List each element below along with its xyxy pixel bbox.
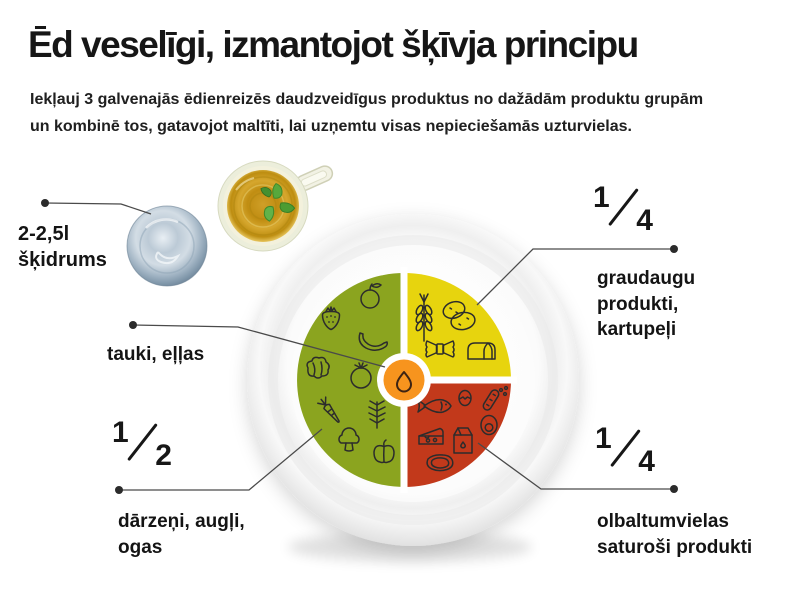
fraction-slash: [608, 188, 638, 226]
fraction-numerator: 1: [593, 181, 610, 214]
fraction-denominator: 2: [155, 439, 172, 472]
fraction-grains: [593, 183, 653, 236]
fraction-denominator: 4: [638, 445, 655, 478]
fraction-denominator: 4: [636, 204, 653, 237]
label-proteins: olbaltumvielas saturoši produkti: [597, 511, 753, 558]
label-grains: graudaugu produkti, kartupeļi: [597, 268, 696, 341]
fraction-slash: [127, 423, 157, 461]
label-liquid: 2-2,5l šķidrums: [18, 223, 107, 271]
fats-center-badge: [377, 353, 431, 407]
fraction-numerator: 1: [112, 416, 129, 449]
leader-liquid: [45, 203, 151, 214]
fraction-proteins: [595, 424, 655, 477]
label-fats: tauki, eļļas: [107, 344, 205, 365]
page-subtitle: Iekļauj 3 galvenajās ēdienreizēs daudzveidīgus produktus no dažādām produktu grupām un kombinē tos, gatavojot maltīti, lai uzņemtu visas nepieciešamās uzturvielas.: [30, 91, 704, 136]
fraction-vegetables: [112, 418, 172, 471]
fraction-slash: [610, 429, 640, 467]
label-vegetables: dārzeņi, augļi, ogas: [118, 511, 245, 558]
page-title: Ēd veselīgi, izmantojot šķīvja principu: [28, 24, 638, 65]
fraction-numerator: 1: [595, 422, 612, 455]
water-glass-icon: [127, 206, 207, 286]
tea-cup-with-mint-icon: [218, 161, 335, 251]
